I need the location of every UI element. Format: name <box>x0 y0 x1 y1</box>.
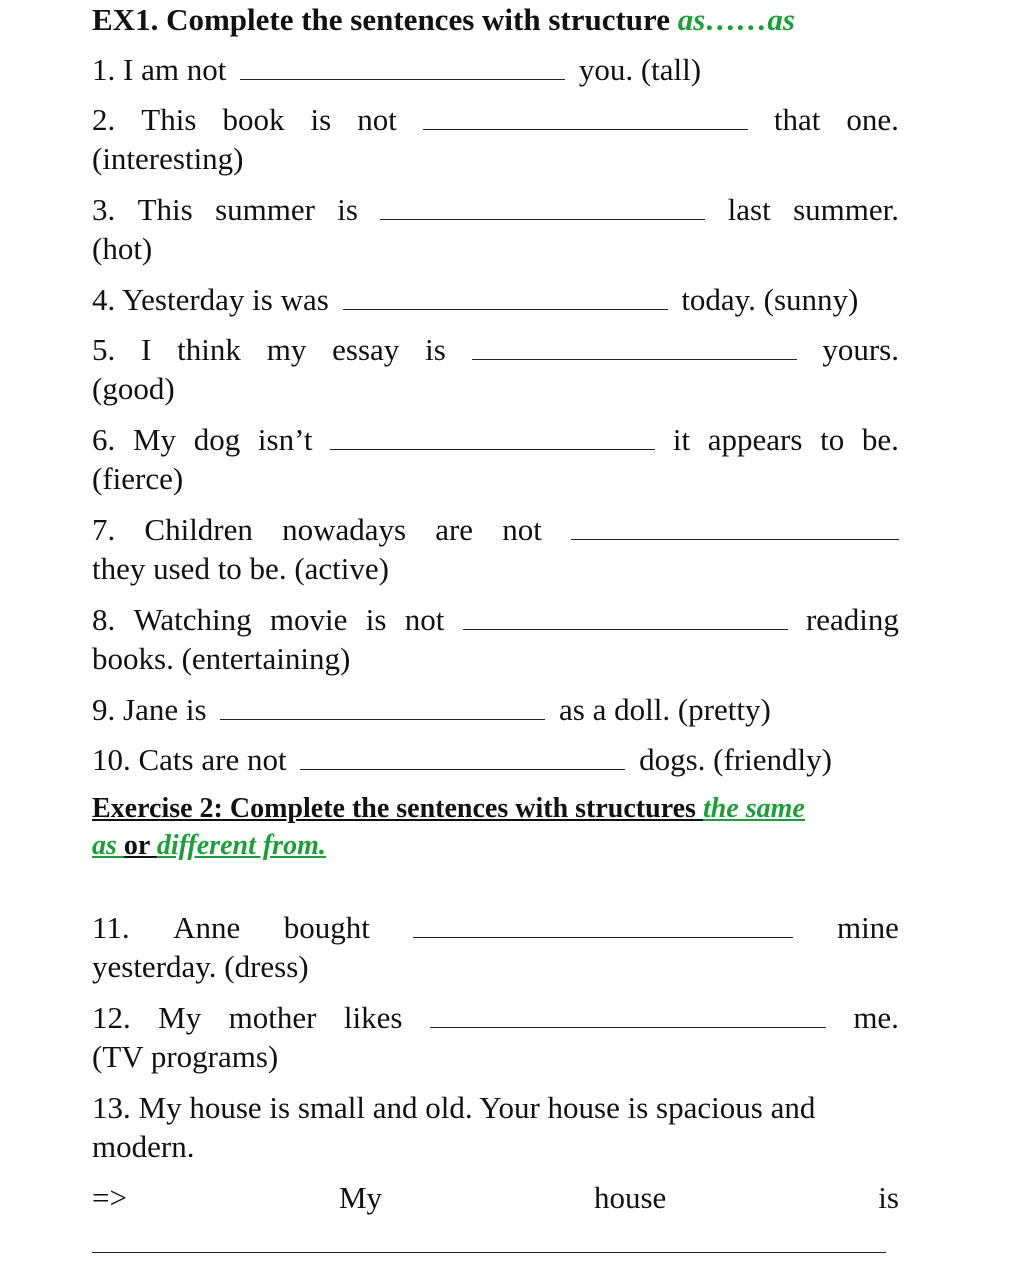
answer-blank[interactable] <box>463 607 788 630</box>
sentence-text: 10. Cats are not <box>92 742 287 777</box>
word: is <box>425 332 446 367</box>
answer-blank[interactable] <box>413 915 793 938</box>
sentence-5-hint: (good) <box>92 371 175 406</box>
word: 5. <box>92 332 116 367</box>
title-text: Exercise 2: Complete the sentences with structures <box>92 793 703 824</box>
title-text: or <box>123 830 157 861</box>
sentence-text: today. (sunny) <box>681 282 859 317</box>
sentence-2-hint: (interesting) <box>92 141 244 176</box>
sentence-text: 1. I am not <box>92 52 227 87</box>
answer-blank[interactable] <box>220 697 545 720</box>
word: movie <box>269 602 348 637</box>
sentence-text: 4. Yesterday is was <box>92 282 329 317</box>
sentence-5 <box>92 332 899 368</box>
exercise-2-title-cont <box>92 828 326 864</box>
word: 7. <box>92 512 116 547</box>
answer-blank[interactable] <box>330 427 655 450</box>
word: is <box>365 602 387 637</box>
word: 6. <box>92 422 116 457</box>
word: is <box>878 1180 899 1215</box>
exercise-2-title <box>92 791 805 827</box>
word: to <box>820 422 845 457</box>
word: that <box>773 102 821 137</box>
answer-blank[interactable] <box>423 107 748 130</box>
answer-line-blank[interactable] <box>92 1252 886 1253</box>
word: are <box>435 512 474 547</box>
word: yours. <box>822 332 899 367</box>
sentence-text: 9. Jane is <box>92 692 207 727</box>
sentence-3 <box>92 192 899 228</box>
word: dog <box>193 422 241 457</box>
word: This <box>137 192 193 227</box>
word: isn’t <box>257 422 313 457</box>
exercise-1-title <box>92 2 795 38</box>
sentence-2 <box>92 102 899 138</box>
word: is <box>337 192 358 227</box>
word: mother <box>228 1000 317 1035</box>
word: my <box>266 332 307 367</box>
word: 2. <box>92 102 116 137</box>
word: My <box>132 422 177 457</box>
structure-highlight: the same <box>702 793 805 824</box>
answer-blank[interactable] <box>380 197 705 220</box>
sentence-text: you. (tall) <box>578 52 702 87</box>
sentence-text: as a doll. (pretty) <box>559 692 771 727</box>
answer-blank[interactable] <box>571 517 899 540</box>
structure-highlight: as……as <box>677 2 795 37</box>
answer-blank[interactable] <box>343 287 668 310</box>
word: essay <box>332 332 400 367</box>
sentence-10 <box>92 742 832 778</box>
word: nowadays <box>282 512 407 547</box>
word: bought <box>283 910 370 945</box>
sentence-6-hint: (fierce) <box>92 461 184 496</box>
word: summer <box>215 192 315 227</box>
sentence-13-cont: modern. <box>92 1129 195 1164</box>
word: not <box>357 102 397 137</box>
sentence-11 <box>92 910 899 946</box>
word: house <box>593 1180 667 1215</box>
word: appears <box>707 422 803 457</box>
sentence-13: 13. My house is small and old. Your house is spacious and <box>92 1090 816 1125</box>
sentence-6 <box>92 422 899 458</box>
sentence-3-hint: (hot) <box>92 231 153 266</box>
word: likes <box>343 1000 403 1035</box>
answer-blank[interactable] <box>240 57 565 80</box>
word: not <box>502 512 542 547</box>
word: not <box>404 602 445 637</box>
word: think <box>177 332 241 367</box>
sentence-8 <box>92 602 899 638</box>
sentence-7-cont: they used to be. (active) <box>92 551 389 586</box>
word: book <box>222 102 285 137</box>
word: reading <box>805 602 899 637</box>
word: 8. <box>92 602 116 637</box>
sentence-text: dogs. (friendly) <box>639 742 832 777</box>
word: mine <box>836 910 899 945</box>
sentence-7 <box>92 512 899 548</box>
sentence-12-cont: (TV programs) <box>92 1039 279 1074</box>
word: I <box>141 332 152 367</box>
sentence-12 <box>92 1000 899 1036</box>
title-text: EX1. Complete the sentences with structure <box>92 2 678 37</box>
word: 3. <box>92 192 116 227</box>
word: last <box>727 192 771 227</box>
sentence-1 <box>92 52 701 88</box>
word: me. <box>853 1000 899 1035</box>
answer-blank[interactable] <box>472 337 797 360</box>
word: be. <box>861 422 899 457</box>
word: Anne <box>173 910 241 945</box>
sentence-8-cont: books. (entertaining) <box>92 641 351 676</box>
structure-highlight: as <box>92 830 124 861</box>
answer-prompt <box>92 1180 899 1216</box>
word: 12. <box>92 1000 131 1035</box>
word: Children <box>144 512 253 547</box>
word: summer. <box>793 192 899 227</box>
word: is <box>310 102 332 137</box>
answer-blank[interactable] <box>300 747 625 770</box>
word: 11. <box>92 910 130 945</box>
word: Watching <box>133 602 252 637</box>
word: one. <box>846 102 899 137</box>
sentence-9 <box>92 692 771 728</box>
sentence-4 <box>92 282 858 318</box>
word: it <box>672 422 691 457</box>
arrow-marker: => <box>92 1180 127 1215</box>
answer-blank[interactable] <box>430 1005 826 1028</box>
structure-highlight: different from. <box>156 830 326 861</box>
word: My <box>158 1000 202 1035</box>
word: My <box>338 1180 383 1215</box>
sentence-11-cont: yesterday. (dress) <box>92 949 309 984</box>
word: This <box>141 102 197 137</box>
